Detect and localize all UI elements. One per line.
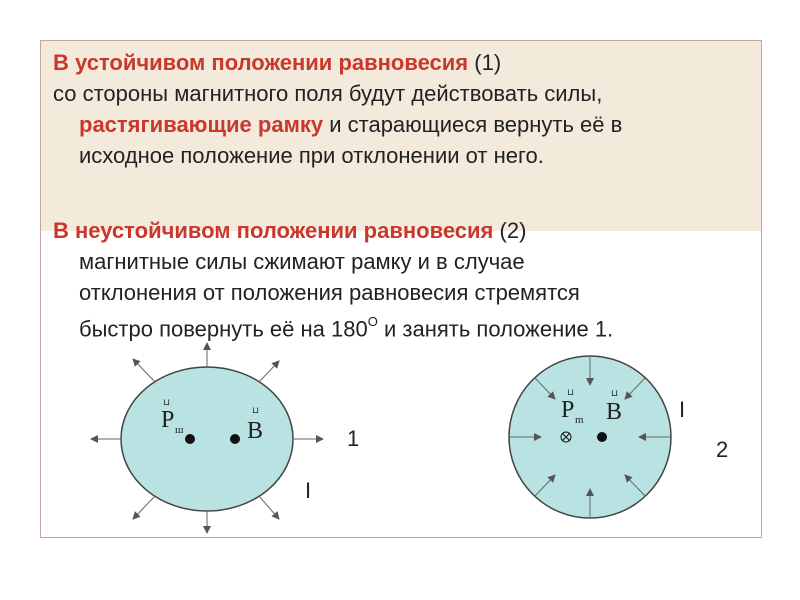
diagram-stable — [91, 343, 359, 533]
position1-number: 1 — [347, 426, 360, 451]
b2-dot — [597, 432, 607, 442]
b1-vector-mark: ⊔ — [252, 405, 260, 415]
current2-label: I — [679, 397, 686, 422]
unstable-line2: отклонения от положения равновесия стремятся — [79, 280, 580, 305]
stable-line3: исходное положение при отклонении от него. — [79, 143, 544, 168]
stable-line2-rest: и старающиеся вернуть её в — [329, 112, 623, 137]
current1-label: I — [305, 478, 312, 503]
stable-loop-ellipse — [121, 367, 293, 511]
p2-subscript: m — [575, 414, 584, 426]
stable-heading: В устойчивом положении равновесия — [53, 50, 469, 75]
b2-vector-mark: ⊔ — [611, 388, 619, 398]
p2-label: P — [561, 397, 575, 423]
position2-number: 2 — [716, 437, 729, 462]
unstable-line1: магнитные силы сжимают рамку и в случае — [79, 249, 525, 274]
unstable-number: (2) — [499, 218, 527, 243]
p1-dot — [185, 434, 195, 444]
b1-dot — [230, 434, 240, 444]
unstable-heading: В неустойчивом положении равновесия — [53, 218, 494, 243]
stable-number: (1) — [474, 50, 502, 75]
unstable-line3-a: быстро повернуть её на 180 — [79, 316, 368, 342]
p2-vector-mark: ⊔ — [567, 387, 575, 397]
b1-label: B — [247, 418, 264, 444]
unstable-line3-b: и занять положение 1. — [383, 316, 614, 342]
b2-label: B — [606, 399, 623, 425]
diagrams-canvas — [41, 41, 761, 537]
stable-emphasis: растягивающие рамку — [79, 112, 324, 137]
p1-vector-mark: ⊔ — [163, 397, 171, 407]
diagram-unstable — [509, 356, 728, 518]
slide-frame — [40, 40, 762, 538]
degree-mark: O — [367, 314, 378, 329]
stable-line1: со стороны магнитного поля будут действовать силы, — [53, 81, 603, 106]
p1-subscript: ш — [175, 424, 184, 436]
p1-label: P — [161, 407, 175, 433]
